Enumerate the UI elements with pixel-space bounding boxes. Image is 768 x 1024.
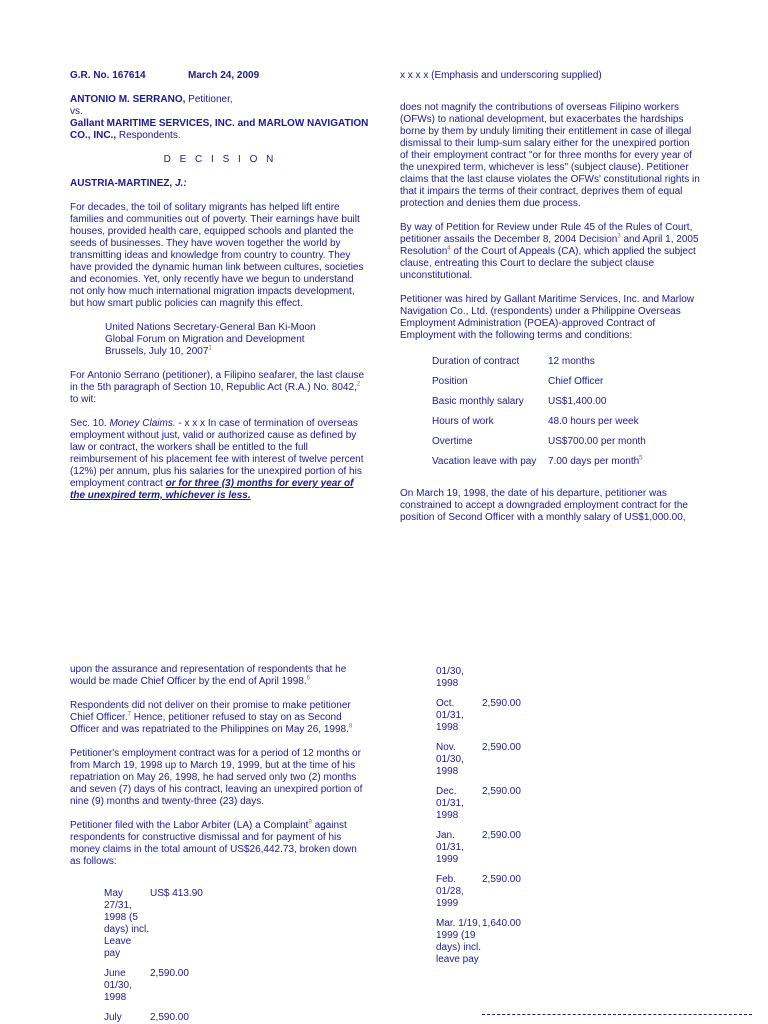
petition-text-b: and April 1, 2005 Resolution <box>400 234 699 257</box>
money-claim-row <box>436 698 636 734</box>
petitioner-name: ANTONIO M. SERRANO, <box>70 94 186 105</box>
contract-term-value <box>548 356 646 376</box>
ponente-name: AUSTRIA-MARTINEZ, <box>70 178 175 189</box>
footnote-ref-1[interactable]: 1 <box>208 345 212 352</box>
contract-term-label: Basic monthly salary <box>432 396 524 407</box>
petitioner-role: Petitioner, <box>185 94 233 105</box>
money-claim-row <box>104 968 370 1004</box>
emphasis-note: x x x x (Emphasis and underscoring supplied) <box>400 70 602 81</box>
money-claims-left <box>104 888 370 1024</box>
petition-paragraph <box>400 222 700 282</box>
contract-term-value-text: US$700.00 per month <box>548 436 646 447</box>
contract-term-row <box>432 416 646 436</box>
page2-left-column <box>70 664 370 1024</box>
petition-text-c: of the Court of Appeals (CA), which applied the subject clause, entreating this Court to declare the subject clause unconstitutional. <box>400 246 696 281</box>
footnote-ref-9[interactable]: 9 <box>308 819 312 826</box>
money-claim-row <box>436 874 636 910</box>
contract-term-row <box>432 456 646 476</box>
contract-term-label: Duration of contract <box>432 356 520 367</box>
serrano-text: For Antonio Serrano (petitioner), a Filipino seafarer, the last clause in the 5th paragraph of Section 10, Republic Act (R.A.) No. 8042, <box>70 370 365 393</box>
deliver-text-a: Respondents did not deliver on their promise to make petitioner Chief Officer. <box>70 700 351 723</box>
document-page-2 <box>0 640 768 1024</box>
intro-paragraph: For decades, the toil of solitary migrants has helped lift entire families and communities out of poverty. Their earnings have built houses, provided health care, equipped schools and planted the seeds of businesses. They have woven together the world by transmitting ideas and knowledge from country to country. They have provided the dynamic human link between cultures, societies and economies. Yet, only recently have we begun to understand not only how much international migration impacts development, but how smart public policies can magnify this effect. <box>70 202 364 309</box>
contract-term-row <box>432 376 646 396</box>
contract-term-value <box>548 416 646 436</box>
claim-month: Dec. 01/31, 1998 <box>436 786 464 821</box>
claim-month: May 27/31, 1998 (5 days) incl. Leave pay <box>104 888 150 959</box>
march-paragraph: On March 19, 1998, the date of his departure, petitioner was constrained to accept a downgraded employment contract for the position of Second Officer with a monthly salary of US$1,000.00, <box>400 488 688 523</box>
quote-line-2: Global Forum on Migration and Development <box>105 334 305 345</box>
footnote-ref-8[interactable]: 8 <box>348 723 353 730</box>
contract-terms-table <box>432 356 646 476</box>
case-header <box>70 70 370 82</box>
sec10-emphasis: or for three (3) months for every year of the unexpired term, whichever is less. <box>70 478 354 501</box>
contract-term-value-text: US$1,400.00 <box>548 396 607 407</box>
claim-amount: 2,590.00 <box>482 698 521 709</box>
claim-month: 01/30, 1998 <box>436 666 464 689</box>
contract-term-label: Position <box>432 376 468 387</box>
claim-month: Feb. 01/28, 1999 <box>436 874 464 909</box>
money-claim-row <box>104 888 370 960</box>
sec10-lead: Sec. 10. <box>70 418 110 429</box>
quote-line-3: Brussels, July 10, 2007 <box>105 346 209 357</box>
contract-term-row <box>432 356 646 376</box>
contract-term-label: Hours of work <box>432 416 494 427</box>
respondents-role: Respondents. <box>116 130 181 141</box>
footnote-ref-5[interactable]: 5 <box>639 455 643 462</box>
ponente <box>70 178 370 190</box>
page1-right-column <box>400 70 700 536</box>
section-10-quote <box>70 418 370 502</box>
gr-number: G.R. No. 167614 <box>70 70 146 81</box>
money-claim-row <box>104 1012 370 1024</box>
filed-text-a: Petitioner filed with the Labor Arbiter (LA) a Complaint <box>70 820 309 831</box>
claim-amount: 2,590.00 <box>482 874 521 885</box>
sec10-text: - x x x In case of termination of overseas employment without just, valid or authorized cause as defined by law or contract, the workers shall be entitled to the full reimbursement of his placement fee with interest of twelve percent (12%) per annum, plus his salaries for the unexpired portion of his employment contract <box>70 418 364 489</box>
claim-month: June 01/30, 1998 <box>104 968 132 1003</box>
period-paragraph: Petitioner's employment contract was for a period of 12 months or from March 19, 1998 up to March 19, 1999, but at the time of his repatriation on May 26, 1998, he had served only two (2) months and seven (7) days of his contract, leaving an unexpired portion of nine (9) months and twenty-three (23) days. <box>70 748 363 807</box>
money-claim-row <box>436 742 636 778</box>
assurance-paragraph <box>70 664 370 688</box>
filed-text-b: against respondents for constructive dismissal and for payment of his money claims in the total amount of US$26,442.73, broken down as follows: <box>70 820 357 867</box>
claim-amount: 2,590.00 <box>482 742 521 753</box>
petition-text-a: By way of Petition for Review under Rule 45 of the Rules of Court, petitioner assails the December 8, 2004 Decision <box>400 222 693 245</box>
claim-continuation <box>436 666 636 690</box>
contract-terms-body <box>432 356 646 476</box>
hired-paragraph: Petitioner was hired by Gallant Maritime Services, Inc. and Marlow Navigation Co., Ltd. (respondents) under a Philippine Overseas Employment Administration (POEA)-approved Contract of Employment with the following terms and conditions: <box>400 294 695 341</box>
page1-left-column <box>70 70 370 514</box>
quote-line-1: United Nations Secretary-General Ban Ki-Moon <box>105 322 316 333</box>
claim-amount: 2,590.00 <box>482 830 521 841</box>
sec10-title: Money Claims. <box>109 418 176 429</box>
claim-amount: 2,590.00 <box>150 968 189 979</box>
magnify-paragraph: does not magnify the contributions of overseas Filipino workers (OFWs) to national development, but exacerbates the hardships borne by them by unduly limiting their entitlement in case of illegal dismissal to their lump-sum salary either for the unexpired portion of their employment contract "or for three months for every year of the unexpired term, whichever is less" (subject clause). Petitioner claims that the last clause violates the OFWs' constitutional rights in that it impairs the terms of their contract, deprives them of equal protection and denies them due process. <box>400 102 700 209</box>
contract-term-label: Vacation leave with pay <box>432 456 537 467</box>
contract-term-value-text: 12 months <box>548 356 595 367</box>
decision-heading: D E C I S I O N <box>163 154 277 165</box>
deliver-text-b: Hence, petitioner refused to stay on as Second Officer and was repatriated to the Philippines on May 26, 1998. <box>70 712 349 735</box>
claim-month: Nov. 01/30, 1998 <box>436 742 464 777</box>
money-claims-right <box>436 698 636 966</box>
contract-term-value <box>548 376 646 396</box>
contract-term-value <box>548 456 646 476</box>
page2-right-column <box>436 666 636 974</box>
claim-month: Mar. 1/19, 1999 (19 days) incl. leave pay <box>436 918 482 965</box>
contract-term-value-text: 7.00 days per month <box>548 456 640 467</box>
contract-term-row <box>432 436 646 456</box>
footnote-ref-2[interactable]: 2 <box>356 381 361 388</box>
respondents-line <box>70 118 370 142</box>
footnote-ref-3[interactable]: 3 <box>617 233 621 240</box>
contract-term-label: Overtime <box>432 436 473 447</box>
versus: vs. <box>70 106 83 117</box>
petitioner-line <box>70 94 370 106</box>
footnote-ref-4[interactable]: 4 <box>447 245 451 252</box>
claim-amount: 1,640.00 <box>482 918 521 929</box>
ponente-title: J.: <box>175 178 187 189</box>
claim-amount: 2,590.00 <box>482 786 521 797</box>
contract-term-value <box>548 436 646 456</box>
footnote-separator <box>482 1014 752 1015</box>
respondents-names: Gallant MARITIME SERVICES, INC. and MARLOW NAVIGATION CO., INC., <box>70 118 369 141</box>
contract-term-value-text: 48.0 hours per week <box>548 416 639 427</box>
footnote-ref-6[interactable]: 6 <box>306 675 310 682</box>
assurance-text: upon the assurance and representation of respondents that he would be made Chief Officer by the end of April 1998. <box>70 664 347 687</box>
serrano-text-end: to wit: <box>70 394 97 405</box>
footnote-ref-7[interactable]: 7 <box>127 711 131 718</box>
contract-term-value <box>548 396 646 416</box>
filed-paragraph <box>70 820 370 868</box>
money-claim-row <box>436 830 636 866</box>
claim-month: July <box>104 1012 122 1023</box>
claim-amount: US$ 413.90 <box>150 888 203 899</box>
money-claim-row <box>436 786 636 822</box>
quote-attribution <box>105 322 370 358</box>
contract-term-value-text: Chief Officer <box>548 376 604 387</box>
money-claim-row <box>436 918 636 966</box>
claim-amount: 2,590.00 <box>150 1012 189 1023</box>
deliver-paragraph <box>70 700 370 736</box>
serrano-paragraph <box>70 370 370 406</box>
decision-date: March 24, 2009 <box>188 70 260 81</box>
claim-month: Oct. 01/31, 1998 <box>436 698 464 733</box>
claim-month: Jan. 01/31, 1999 <box>436 830 464 865</box>
contract-term-row <box>432 396 646 416</box>
